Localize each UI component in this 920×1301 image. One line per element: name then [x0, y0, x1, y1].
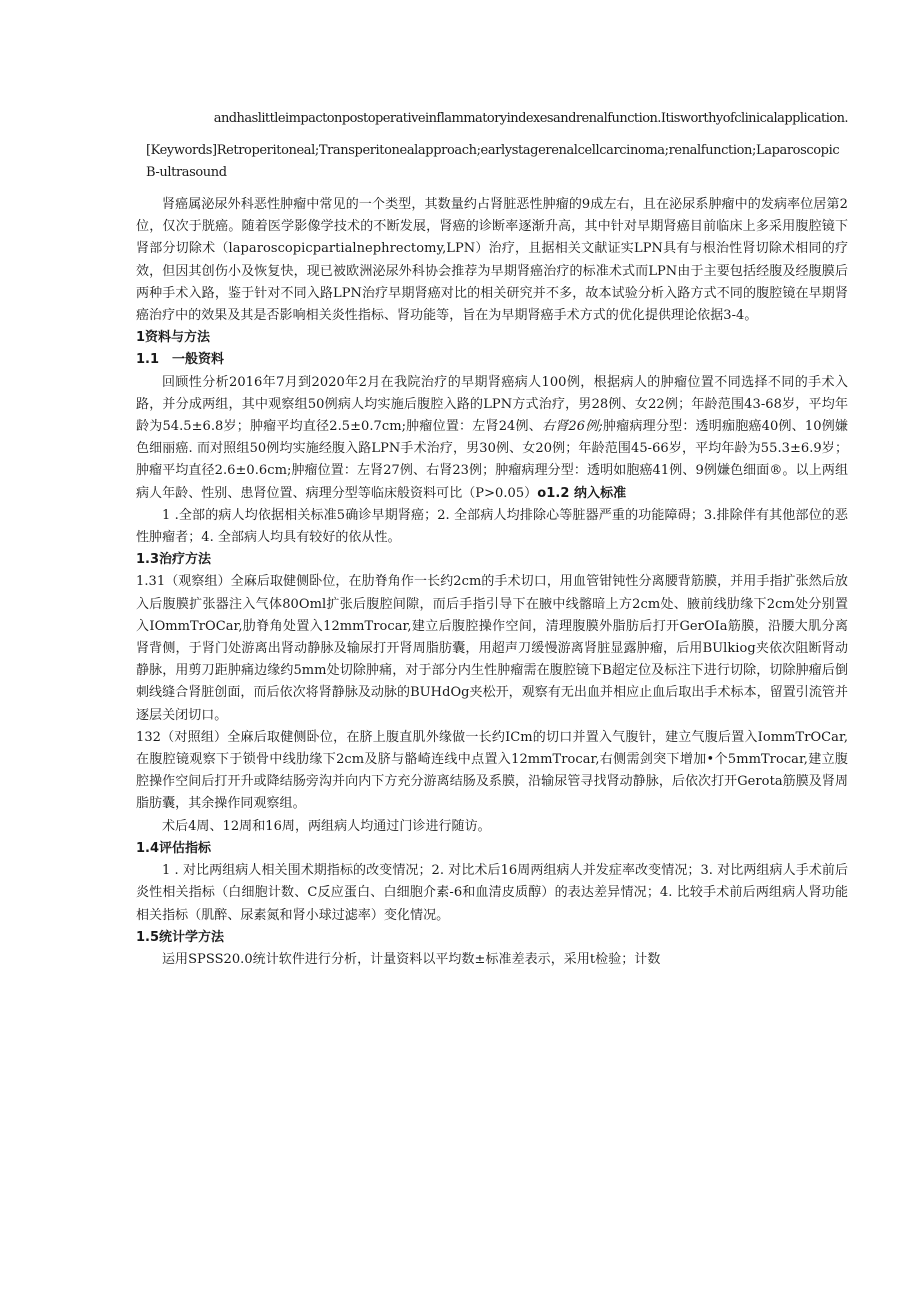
document-page — [136, 108, 848, 971]
control-group-method: 132（对照组）全麻后取健侧卧位，在脐上腹直肌外缘做一长约ICm的切口并置入气腹针，建立气腹后置入IommTrOCar,在腹腔镜观察下于锁骨中线肋缘下2cm及脐与骼崎连线中点置入12mmTrocar,右侧需剑突下增加•个5mmTrocar,建立腹腔操作空间后打开升或降结肠旁沟并向内下方充分游离结肠及系膜，沿输尿管寻找肾动静脉，后依次打开Gerota筋膜及肾周脂肪囊，其余操作同观察组。 — [136, 729, 848, 812]
general-info-part-a: 回顾性分析2016年7月到2020年2月在我院治疗的早期肾癌病人100例，根据病人的肿瘤位置不同选择不同的手术入路，并分成两组，其中观察组50例病人均实施后腹腔入路的LPN方式治疗，男28例、女22例；年龄范围43-68岁，平均年龄为54.5±6.8岁；肿瘤平均直径2.5±0.7cm;肿瘤位置：左肾24例、 — [136, 374, 848, 435]
evaluation-indicators: 1 . 对比两组病人相关围术期指标的改变情况；2. 对比术后16周两组病人并发症率改变情况；3. 对比两组病人手术前后炎性相关指标（白细胞计数、C反应蛋白、白细胞介素-6和血清皮质醇）的表达差异情况；4. 比较手术前后两组病人肾功能相关指标（肌醉、尿素氮和肾小球过滤率）变化情况。 — [136, 863, 848, 923]
intro-paragraph: 肾癌属泌尿外科恶性肿瘤中常见的一个类型，其数量约占肾脏恶性肿瘤的9成左右，且在泌尿系肿瘤中的发病率位居第2位，仅次于胱癌。随着医学影像学技术的不断发展，肾癌的诊断率逐渐升高，其中针对早期肾癌目前临床上多采用腹腔镜下肾部分切除术（laparoscopicpartialnephrectomy,LPN）治疗，且据相关文献证实LPN具有与根治性肾切除术相同的疗效，但因其创伤小及恢复快，现已被欧洲泌尿外科协会推荐为早期肾癌治疗的标准术式而LPN由于主要包括经腹及经腹膜后两种手术入路，鉴于针对不同入路LPN治疗早期肾癌对比的相关研究并不多，故本试验分析入路方式不同的腹腔镜在早期肾癌治疗中的效果及其是否影响相关炎性指标、肾功能等，旨在为早期肾癌手术方式的优化提供理论依据3-4。 — [136, 197, 848, 324]
inclusion-criteria: 1 .全部的病人均依据相关标准5确诊早期肾癌；2. 全部病人均排除心等脏器严重的功能障碍；3.排除伴有其他部位的恶性肿瘤者；4. 全部病人均具有较好的依从性。 — [136, 507, 848, 546]
section-heading-1-1: 1.1 一般资料 — [136, 352, 225, 368]
section-heading-1-2: o1.2 纳入标准 — [537, 485, 627, 501]
abstract-en-tail: andhaslittleimpactonpostoperativeinflammatoryindexesandrenalfunction.Itisworthyofclinicalapplication. — [213, 111, 848, 126]
section-heading-1-4: 1.4评估指标 — [136, 840, 212, 856]
general-info-part-b: 肿瘤病理分型：透明痂胞癌40例、10例嫌色细丽癌. 而对照组50例均实施经腹入路LPN手术治疗，男30例、女20例；年龄范围45-66岁，平均年龄为55.3±6.9岁；肿瘤平均直径2.6±0.6cm;肿瘤位置：左肾27例、右肾23例；肿瘤病理分型：透明如胞癌41例、9例嫌色细面®。以上两组病人年龄、性别、患肾位置、病理分型等临床般资料可比（P>0.05） — [136, 419, 848, 501]
observation-group-method: 1.31（观察组）全麻后取健侧卧位，在肋脊角作一长约2cm的手术切口，用血管钳钝性分离腰背筋膜，并用手指扩张然后放入后腹膜扩张器注入气体80Oml扩张后腹腔间隙，而后手指引导下在腋中线髂暗上方2cm处、腋前线肋缘下2cm处分别置入IOmmTrOCar,肋脊角处置入12mmTrocar,建立后腹腔操作空间，清理腹膜外脂肪后打开GerOIa筋膜，沿腰大肌分离肾背侧，于肾门处游离出肾动静脉及输尿打开肾周脂肪囊，用超声刀缓慢游离肾脏显露肿瘤，后用BUlkiog夹依次阻断肾动静脉，用剪刀距肿痛边缘约5mm处切除肿痛，对于部分内生性肿瘤需在腹腔镜下B超定位及标注下进行切除，切除肿瘤后倒刺线缝合肾脏创面，而后依次将肾静脉及动脉的BUHdOg夹松开，观察有无出血并相应止血后取出手术标本，留置引流管并逐层关闭切口。 — [136, 574, 848, 723]
statistics-paragraph: 运用SPSS20.0统计软件进行分析，计量资料以平均数±标准差表示，采用t检验；计数 — [162, 951, 661, 967]
followup-paragraph: 术后4周、12周和16周，两组病人均通过门诊进行随访。 — [162, 818, 491, 834]
keywords-en: [Keywords]Retroperitoneal;Transperitonealapproach;earlystagerenalcellcarcinoma;renalfunction;Laparoscopic B-ultrasound — [146, 143, 840, 180]
section-heading-1: 1资料与方法 — [136, 330, 211, 346]
section-heading-1-5: 1.5统计学方法 — [136, 929, 225, 945]
general-info-italic: 右肾26例; — [541, 419, 603, 435]
general-info-paragraph — [136, 372, 848, 505]
section-heading-1-3: 1.3治疗方法 — [136, 552, 212, 568]
